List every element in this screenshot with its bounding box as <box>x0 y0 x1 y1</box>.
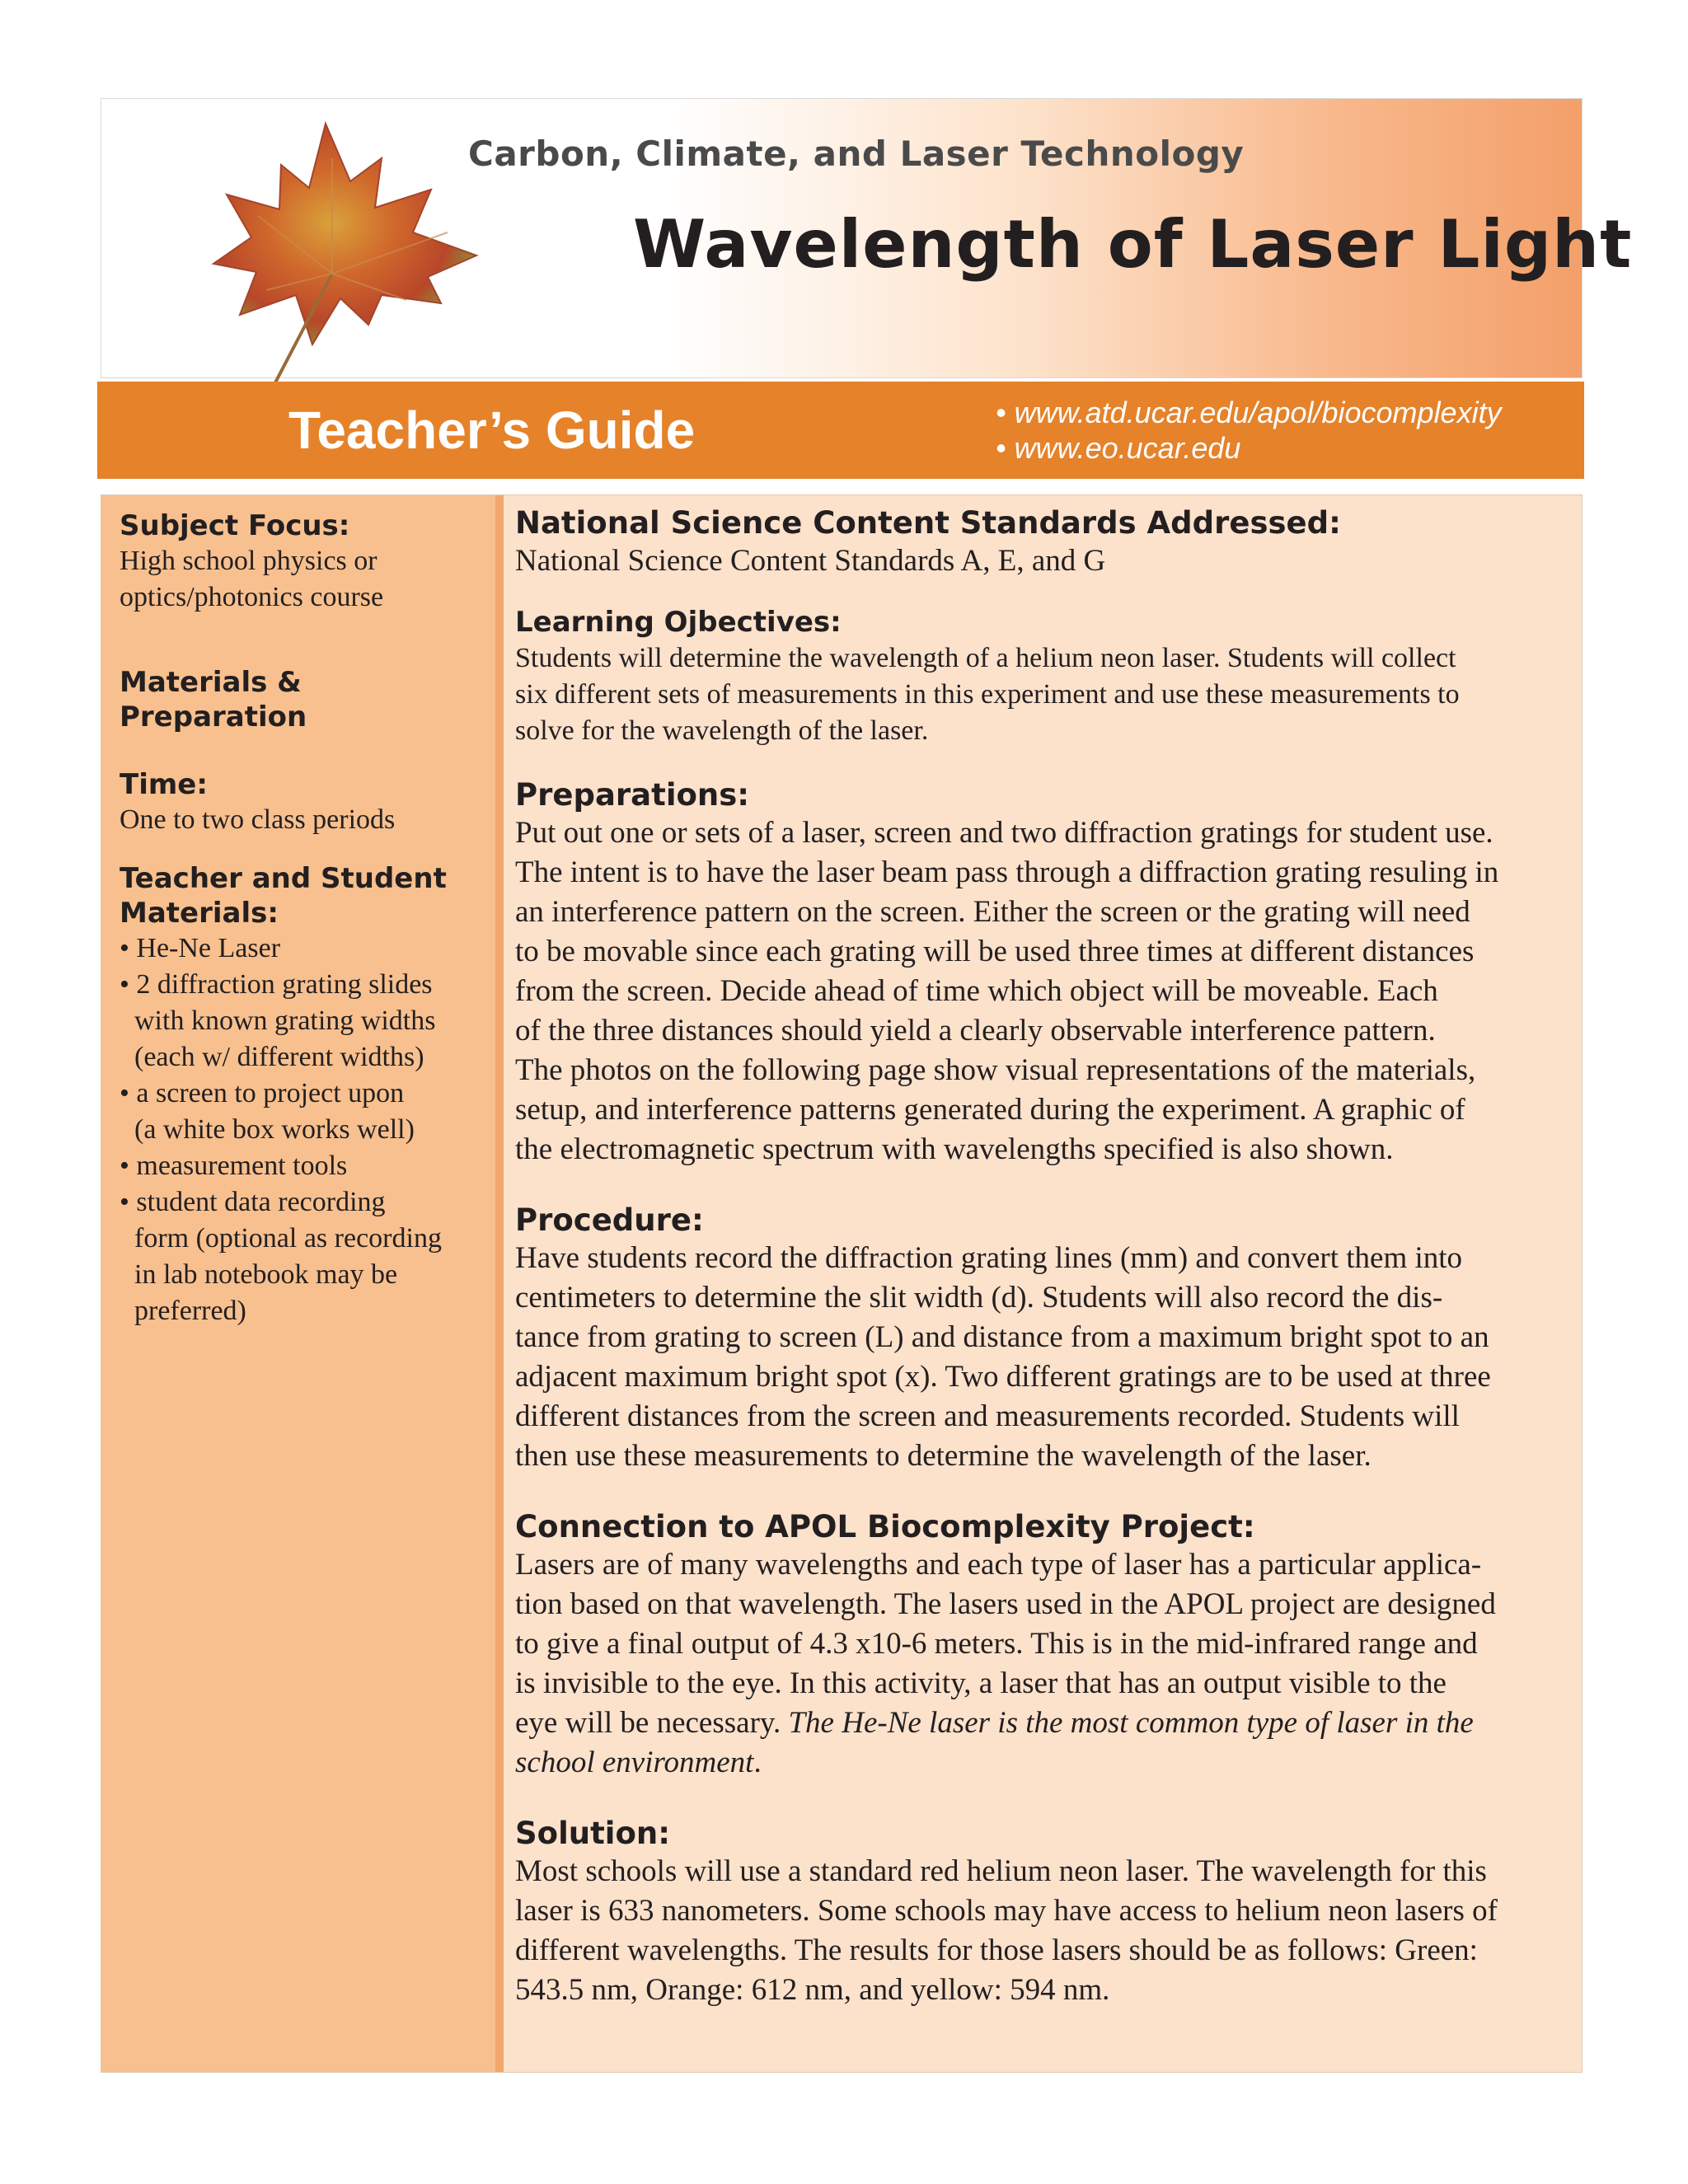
objectives-line: Students will determine the wavelength of a helium neon laser. Students will collect <box>515 643 1456 673</box>
materials-list <box>120 930 495 1329</box>
teachers-guide-band <box>97 382 1584 479</box>
connection-line: to give a final output of 4.3 x10-6 meters. This is in the mid-infrared range and <box>515 1627 1478 1661</box>
subject-focus-heading: Subject Focus: <box>120 509 350 542</box>
connection-line <box>515 1704 1578 1743</box>
preparations-line: to be movable since each grating will be used three times at different distances <box>515 935 1475 968</box>
procedure-line: Have students record the diffraction grating lines (mm) and convert them into <box>515 1241 1463 1275</box>
list-item-line: (a white box works well) <box>134 1114 415 1145</box>
connection-line <box>515 1743 1578 1783</box>
solution-line: different wavelengths. The results for those lasers should be as follows: Green: <box>515 1933 1478 1967</box>
list-item-line: • student data recording <box>120 1187 386 1217</box>
link-list <box>996 395 1502 466</box>
objectives-line: solve for the wavelength of the laser. <box>515 715 929 746</box>
connection-heading: Connection to APOL Biocomplexity Project: <box>515 1509 1255 1544</box>
preparations-line: from the screen. Decide ahead of time which object will be moveable. Each <box>515 974 1438 1008</box>
list-item-line: preferred) <box>134 1296 246 1326</box>
header-subtitle: Carbon, Climate, and Laser Technology <box>468 134 1245 174</box>
solution-line: 543.5 nm, Orange: 612 nm, and yellow: 594 nm. <box>515 1973 1110 2007</box>
time-text: One to two class periods <box>120 804 396 835</box>
main-column <box>515 505 1578 2010</box>
column-divider <box>495 495 504 2072</box>
link-apol[interactable]: • www.atd.ucar.edu/apol/biocomplexity <box>996 396 1502 429</box>
preparations-line: an interference pattern on the screen. Either the screen or the grating will need <box>515 895 1470 929</box>
standards-text: National Science Content Standards A, E, and G <box>515 544 1106 578</box>
list-item <box>120 967 495 1076</box>
procedure-heading: Procedure: <box>515 1202 704 1238</box>
connection-line: Lasers are of many wavelengths and each type of laser has a particular applica- <box>515 1548 1482 1582</box>
preparations-line: of the three distances should yield a clearly observable interference pattern. <box>515 1014 1436 1047</box>
connection-italic: The He-Ne laser is the most common type of laser in the <box>788 1706 1474 1740</box>
list-item-line: in lab notebook may be <box>134 1259 398 1290</box>
list-item-line: form (optional as recording <box>134 1223 442 1254</box>
band-label: Teacher’s Guide <box>288 401 696 460</box>
preparations-line: the electromagnetic spectrum with wavelengths specified is also shown. <box>515 1132 1394 1166</box>
list-item-line: • a screen to project upon <box>120 1078 405 1108</box>
connection-italic: school environment <box>515 1746 754 1779</box>
preparations-heading: Preparations: <box>515 777 750 813</box>
preparations-line: Put out one or sets of a laser, screen and two diffraction gratings for student use. <box>515 816 1493 850</box>
connection-period: . <box>753 1746 762 1779</box>
list-item <box>120 930 495 967</box>
procedure-line: different distances from the screen and measurements recorded. Students will <box>515 1399 1460 1433</box>
list-item-line: • He-Ne Laser <box>120 933 281 963</box>
objectives-heading: Learning Ojbectives: <box>515 606 842 639</box>
standards-heading: National Science Content Standards Addressed: <box>515 505 1341 541</box>
procedure-line: then use these measurements to determine the wavelength of the laser. <box>515 1439 1372 1473</box>
header-banner <box>101 98 1633 378</box>
page-title: Wavelength of Laser Light <box>633 206 1633 283</box>
procedure-line: adjacent maximum bright spot (x). Two different gratings are to be used at three <box>515 1360 1491 1394</box>
preparations-line: The photos on the following page show visual representations of the materials, <box>515 1053 1476 1087</box>
preparations-line: The intent is to have the laser beam pass through a diffraction grating resuling in <box>515 855 1499 889</box>
list-item-line: • measurement tools <box>120 1151 348 1181</box>
connection-plain: eye will be necessary. <box>515 1706 789 1740</box>
preparations-line: setup, and interference patterns generated during the experiment. A graphic of <box>515 1093 1465 1127</box>
tsm-heading-line: Materials: <box>120 897 279 930</box>
link-eo[interactable]: • www.eo.ucar.edu <box>996 431 1241 465</box>
tsm-heading-line: Teacher and Student <box>120 862 447 895</box>
connection-line: tion based on that wavelength. The lasers used in the APOL project are designed <box>515 1587 1496 1621</box>
list-item <box>120 1148 495 1184</box>
list-item-line: with known grating widths <box>134 1005 436 1036</box>
content-panel <box>101 494 1582 2073</box>
procedure-line: centimeters to determine the slit width (d). Students will also record the dis- <box>515 1281 1443 1315</box>
materials-preparation-heading: Materials & Preparation <box>120 666 307 733</box>
connection-line: is invisible to the eye. In this activity, a laser that has an output visible to the <box>515 1666 1447 1700</box>
list-item <box>120 1076 495 1148</box>
solution-line: Most schools will use a standard red helium neon laser. The wavelength for this <box>515 1854 1487 1888</box>
list-item-line: (each w/ different widths) <box>134 1042 424 1072</box>
list-item-line: • 2 diffraction grating slides <box>120 969 433 1000</box>
objectives-line: six different sets of measurements in this experiment and use these measurements to <box>515 679 1460 710</box>
sidebar <box>101 495 495 2072</box>
subject-focus-line: High school physics or <box>120 546 377 576</box>
solution-line: laser is 633 nanometers. Some schools may have access to helium neon lasers of <box>515 1894 1498 1928</box>
list-item <box>120 1184 495 1329</box>
procedure-line: tance from grating to screen (L) and distance from a maximum bright spot to an <box>515 1320 1489 1354</box>
solution-heading: Solution: <box>515 1816 671 1851</box>
subject-focus-line: optics/photonics course <box>120 582 384 612</box>
time-heading: Time: <box>120 768 208 801</box>
